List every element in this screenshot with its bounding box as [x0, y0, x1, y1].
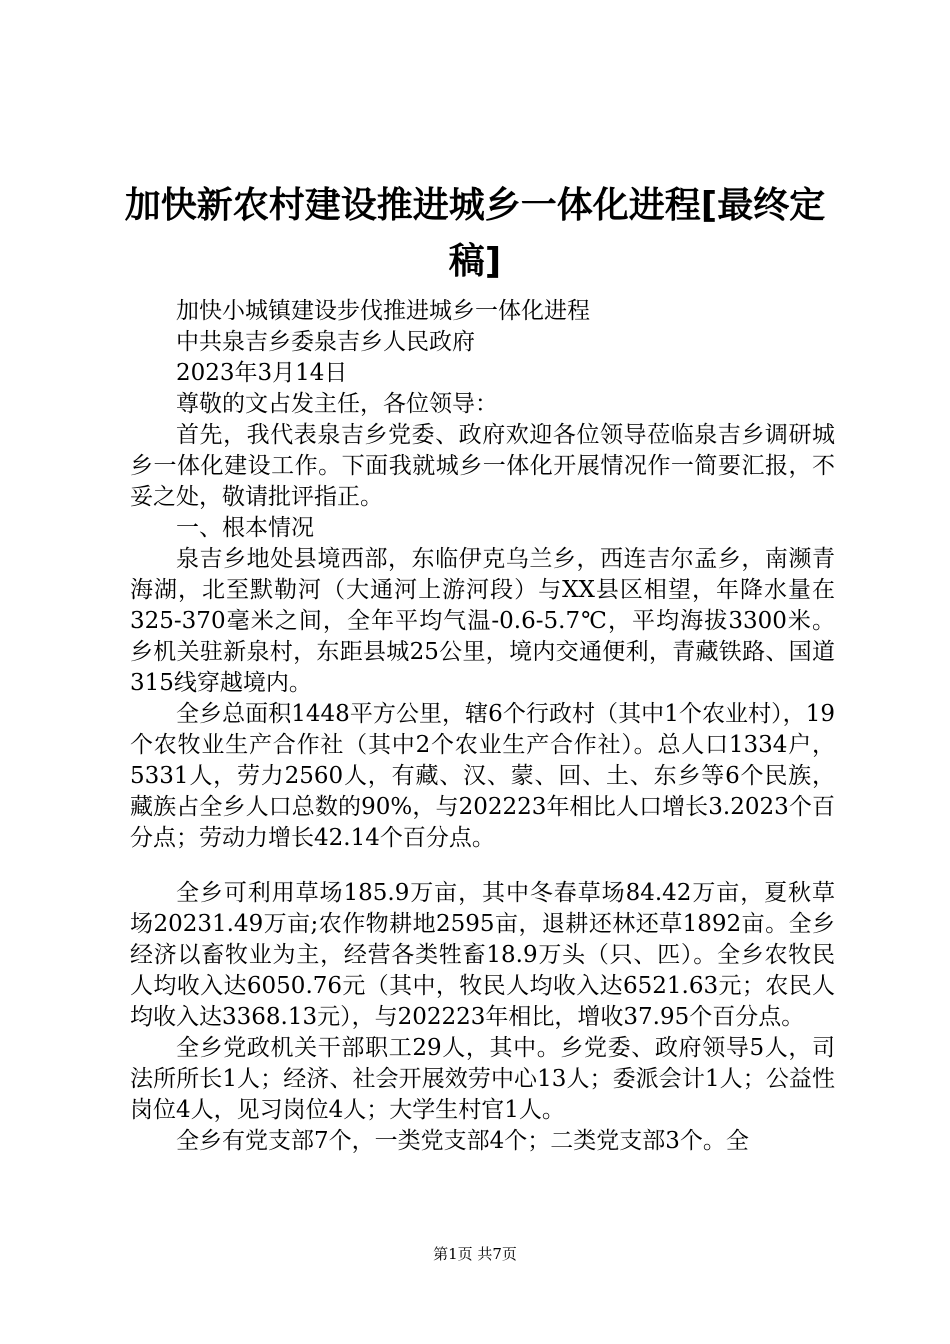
issuer: 中共泉吉乡委泉吉乡人民政府	[176, 329, 475, 355]
paragraph: 全乡可利用草场185.9万亩，其中冬春草场84.42万亩，夏秋草场20231.49万亩;农作物耕地2595亩，退耕还林还草1892亩。全乡经济以畜牧业为主，经营各类牲畜18.9万头（只、匹）。全乡农牧民人均收入达6050.76元（其中，牧民人均收入达6521.63元；农民人均收入达3368.13元），与202223年相比，增收37.95个百分点。	[130, 880, 835, 1030]
document-body	[130, 296, 835, 1157]
paragraph: 全乡有党支部7个，一类党支部4个；二类党支部3个。全	[176, 1128, 749, 1154]
title-line-1: 加快新农村建设推进城乡一体化进程[最终定	[124, 185, 826, 226]
document-title	[110, 178, 840, 290]
title-line-2: 稿]	[448, 241, 502, 282]
paragraph: 全乡党政机关干部职工29人，其中。乡党委、政府领导5人，司法所所长1人；经济、社会开展效劳中心13人；委派会计1人；公益性岗位4人，见习岗位4人；大学生村官1人。	[130, 1035, 835, 1123]
subtitle: 加快小城镇建设步伐推进城乡一体化进程	[176, 298, 590, 324]
paragraph: 首先，我代表泉吉乡党委、政府欢迎各位领导莅临泉吉乡调研城乡一体化建设工作。下面我就城乡一体化开展情况作一简要汇报，不妥之处，敬请批评指正。	[130, 422, 835, 510]
salutation: 尊敬的文占发主任，各位领导：	[176, 391, 498, 417]
paragraph: 泉吉乡地处县境西部，东临伊克乌兰乡，西连吉尔孟乡，南濒青海湖，北至默勒河（大通河上游河段）与XX县区相望，年降水量在325-370毫米之间，全年平均气温-0.6-5.7℃，平均海拔3300米。乡机关驻新泉村，东距县城25公里，境内交通便利，青藏铁路、国道315线穿越境内。	[130, 546, 835, 696]
page-footer: 第1页 共7页	[433, 1245, 517, 1263]
section-heading: 一、根本情况	[176, 515, 314, 541]
date: 2023年3月14日	[176, 360, 348, 386]
paragraph: 全乡总面积1448平方公里，辖6个行政村（其中1个农业村），19个农牧业生产合作社（其中2个农业生产合作社）。总人口1334户，5331人，劳力2560人，有藏、汉、蒙、回、土、东乡等6个民族，藏族占全乡人口总数的90%，与202223年相比人口增长3.2023个百分点；劳动力增长42.14个百分点。	[130, 701, 835, 851]
